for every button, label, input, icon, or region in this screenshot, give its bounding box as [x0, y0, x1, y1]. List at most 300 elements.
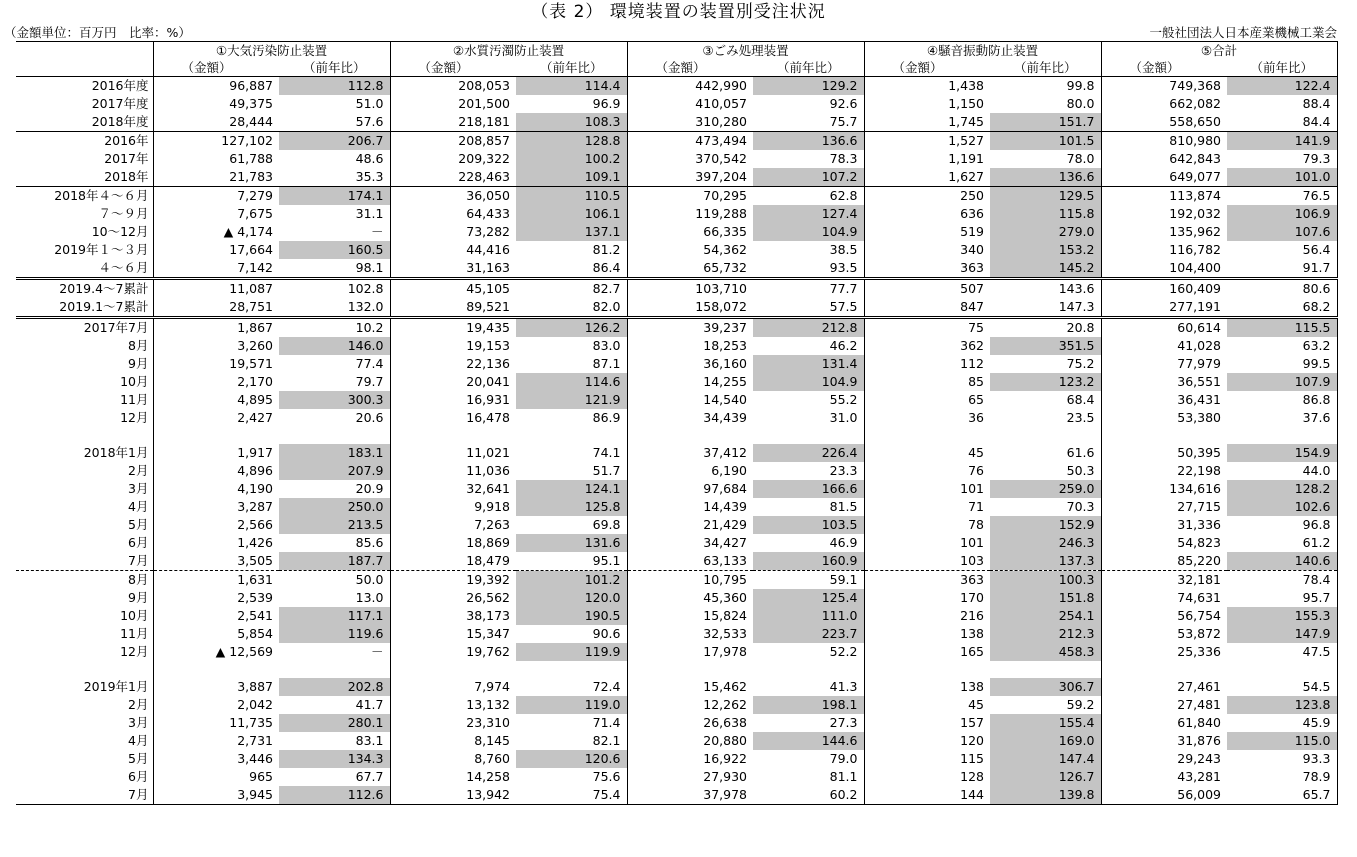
ratio-cell-water: 119.0: [516, 696, 627, 714]
sub-header-amount: （金額）: [864, 59, 990, 77]
ratio-cell-water: 125.8: [516, 498, 627, 516]
table-row: [16, 750, 1337, 768]
spacer-cell: [153, 661, 279, 678]
ratio-cell-air: 83.1: [279, 732, 390, 750]
amount-cell-air: 96,887: [153, 77, 279, 96]
ratio-cell-total: 54.5: [1227, 678, 1337, 696]
amount-cell-air: 2,042: [237, 697, 273, 712]
sub-header-amount: （金額）: [153, 59, 279, 77]
amount-cell-waste: 15,824: [703, 608, 747, 623]
amount-cell-water: 19,392: [390, 571, 516, 590]
amount-cell-noise: 144: [864, 786, 990, 805]
amount-cell-air: 11,087: [153, 279, 279, 299]
table-row: [16, 132, 1337, 151]
spacer-cell: [990, 661, 1101, 678]
ratio-cell-water: 86.9: [516, 409, 627, 427]
spacer-cell: [864, 661, 990, 678]
ratio-cell-noise: 101.5: [990, 132, 1101, 151]
ratio-cell-water: 114.6: [516, 373, 627, 391]
row-label: 2019.1～7累計: [16, 298, 153, 318]
ratio-cell-air: 35.3: [279, 168, 390, 187]
amount-cell-air: ▲ 12,569: [215, 644, 273, 659]
amount-cell-noise: 128: [960, 769, 984, 784]
orders-table: [16, 41, 1338, 805]
table-row: [16, 279, 1337, 299]
amount-cell-air: 2,427: [237, 410, 273, 425]
sub-header-ratio: （前年比）: [279, 59, 390, 77]
ratio-cell-total: 79.3: [1227, 150, 1337, 168]
ratio-cell-air: 10.2: [279, 318, 390, 338]
ratio-cell-noise: 59.2: [990, 696, 1101, 714]
amount-cell-total: 642,843: [1169, 151, 1221, 166]
amount-cell-total: 36,431: [1177, 392, 1221, 407]
header-corner-lower: [16, 59, 153, 77]
row-label: 7月: [16, 552, 153, 571]
ratio-cell-waste: 75.7: [753, 113, 864, 132]
row-label: 6月: [16, 768, 153, 786]
row-label: 5月: [16, 750, 153, 768]
ratio-cell-noise: 147.4: [990, 750, 1101, 768]
ratio-cell-waste: 125.4: [753, 589, 864, 607]
row-label: 3月: [16, 480, 153, 498]
amount-cell-air: 4,895: [237, 392, 273, 407]
amount-cell-waste: 16,922: [703, 751, 747, 766]
amount-cell-water: 8,145: [474, 733, 510, 748]
ratio-cell-waste: 78.3: [753, 150, 864, 168]
ratio-cell-noise: 153.2: [990, 241, 1101, 259]
ratio-cell-total: 123.8: [1227, 696, 1337, 714]
row-label: 12月: [16, 643, 153, 661]
amount-cell-noise: 250: [864, 187, 990, 206]
ratio-cell-waste: 92.6: [753, 95, 864, 113]
ratio-cell-noise: 115.8: [990, 205, 1101, 223]
amount-cell-total: 134,616: [1169, 481, 1221, 496]
ratio-cell-air: 202.8: [279, 678, 390, 696]
ratio-cell-air: 119.6: [279, 625, 390, 643]
amount-cell-air: 7,279: [153, 187, 279, 206]
row-label: 2016年: [16, 132, 153, 151]
amount-cell-waste: 27,930: [703, 769, 747, 784]
ratio-cell-air: 50.0: [279, 571, 390, 590]
ratio-cell-water: 101.2: [516, 571, 627, 590]
amount-cell-noise: 847: [960, 299, 984, 314]
row-label: 6月: [16, 534, 153, 552]
group-header-air: ①大気汚染防止装置: [153, 42, 390, 60]
amount-cell-noise: 36: [968, 410, 984, 425]
ratio-cell-water: 82.7: [516, 279, 627, 299]
table-row: [16, 150, 1337, 168]
organization-name: 一般社団法人日本産業機械工業会: [1149, 25, 1337, 40]
table-row: [16, 223, 1337, 241]
ratio-cell-total: 128.2: [1227, 480, 1337, 498]
ratio-cell-air: 51.0: [279, 95, 390, 113]
table-row: [16, 373, 1337, 391]
amount-cell-air: 3,505: [237, 553, 273, 568]
amount-cell-total: 135,962: [1169, 224, 1221, 239]
amount-cell-noise: 363: [960, 260, 984, 275]
ratio-cell-air: 117.1: [279, 607, 390, 625]
amount-cell-waste: 370,542: [695, 151, 747, 166]
amount-cell-air: 28,444: [229, 114, 273, 129]
table-row: [16, 462, 1337, 480]
amount-cell-total: 27,461: [1177, 679, 1221, 694]
amount-cell-air: 5,854: [237, 626, 273, 641]
ratio-cell-air: 98.1: [279, 259, 390, 279]
ratio-cell-air: 79.7: [279, 373, 390, 391]
ratio-cell-air: 300.3: [279, 391, 390, 409]
spacer-cell: [279, 661, 390, 678]
ratio-cell-total: 107.9: [1227, 373, 1337, 391]
amount-cell-water: 218,181: [458, 114, 510, 129]
amount-cell-air: 1,631: [153, 571, 279, 590]
ratio-cell-noise: 137.3: [990, 552, 1101, 571]
ratio-cell-air: 112.8: [279, 77, 390, 96]
ratio-cell-noise: 254.1: [990, 607, 1101, 625]
row-label: 2016年度: [16, 77, 153, 96]
ratio-cell-air: －: [279, 223, 390, 241]
table-row: [16, 768, 1337, 786]
ratio-cell-waste: 144.6: [753, 732, 864, 750]
row-label: 2017年度: [16, 95, 153, 113]
amount-cell-air: 2,731: [237, 733, 273, 748]
amount-cell-noise: 101: [960, 535, 984, 550]
amount-cell-water: 19,762: [466, 644, 510, 659]
amount-cell-air: 7,675: [237, 206, 273, 221]
row-label: 10～12月: [16, 223, 153, 241]
amount-cell-noise: 1,627: [948, 169, 984, 184]
spacer-cell: [1227, 661, 1337, 678]
amount-cell-waste: 158,072: [695, 299, 747, 314]
ratio-cell-waste: 62.8: [753, 187, 864, 206]
amount-cell-waste: 63,133: [703, 553, 747, 568]
ratio-cell-total: 88.4: [1227, 95, 1337, 113]
ratio-cell-total: 106.9: [1227, 205, 1337, 223]
ratio-cell-waste: 104.9: [753, 223, 864, 241]
ratio-cell-waste: 107.2: [753, 168, 864, 187]
ratio-cell-noise: 147.3: [990, 298, 1101, 318]
ratio-cell-air: 174.1: [279, 187, 390, 206]
table-row: [16, 678, 1337, 696]
ratio-cell-noise: 143.6: [990, 279, 1101, 299]
ratio-cell-noise: 169.0: [990, 732, 1101, 750]
ratio-cell-waste: 46.9: [753, 534, 864, 552]
ratio-cell-water: 109.1: [516, 168, 627, 187]
ratio-cell-air: 280.1: [279, 714, 390, 732]
ratio-cell-air: 206.7: [279, 132, 390, 151]
ratio-cell-water: 72.4: [516, 678, 627, 696]
table-row: [16, 696, 1337, 714]
amount-cell-air: 4,896: [237, 463, 273, 478]
table-row: [16, 95, 1337, 113]
amount-cell-noise: 362: [960, 338, 984, 353]
amount-cell-air: 1,917: [237, 445, 273, 460]
amount-cell-noise: 45: [968, 697, 984, 712]
amount-cell-water: 7,974: [474, 679, 510, 694]
ratio-cell-water: 75.4: [516, 786, 627, 805]
amount-cell-noise: 85: [968, 374, 984, 389]
amount-cell-noise: 65: [968, 392, 984, 407]
ratio-cell-water: 137.1: [516, 223, 627, 241]
ratio-cell-water: 71.4: [516, 714, 627, 732]
row-label: 12月: [16, 409, 153, 427]
ratio-cell-noise: 152.9: [990, 516, 1101, 534]
ratio-cell-noise: 78.0: [990, 150, 1101, 168]
ratio-cell-noise: 20.8: [990, 318, 1101, 338]
ratio-cell-noise: 151.7: [990, 113, 1101, 132]
amount-cell-air: 3,260: [237, 338, 273, 353]
row-label: 2019.4～7累計: [16, 279, 153, 299]
amount-cell-water: 15,347: [466, 626, 510, 641]
amount-cell-noise: 1,438: [864, 77, 990, 96]
amount-cell-water: 36,050: [390, 187, 516, 206]
ratio-cell-total: 101.0: [1227, 168, 1337, 187]
ratio-cell-noise: 279.0: [990, 223, 1101, 241]
amount-cell-air: 4,190: [237, 481, 273, 496]
ratio-cell-waste: 57.5: [753, 298, 864, 318]
amount-cell-waste: 54,362: [703, 242, 747, 257]
row-label: 2018年４～６月: [16, 187, 153, 206]
ratio-cell-noise: 100.3: [990, 571, 1101, 590]
row-label: 11月: [16, 391, 153, 409]
row-label: ７～９月: [16, 205, 153, 223]
amount-cell-air: 19,571: [229, 356, 273, 371]
amount-cell-water: 209,322: [458, 151, 510, 166]
amount-cell-noise: 170: [960, 590, 984, 605]
amount-cell-total: 60,614: [1101, 318, 1227, 338]
ratio-cell-air: 146.0: [279, 337, 390, 355]
amount-cell-water: 38,173: [466, 608, 510, 623]
ratio-cell-water: 96.9: [516, 95, 627, 113]
spacer-cell: [1101, 427, 1227, 444]
ratio-cell-total: 141.9: [1227, 132, 1337, 151]
amount-cell-waste: 65,732: [703, 260, 747, 275]
ratio-cell-total: 45.9: [1227, 714, 1337, 732]
spacer-cell: [16, 427, 153, 444]
amount-cell-noise: 45: [968, 445, 984, 460]
amount-cell-noise: 101: [960, 481, 984, 496]
amount-cell-water: 18,869: [466, 535, 510, 550]
amount-cell-total: 104,400: [1169, 260, 1221, 275]
amount-cell-water: 18,479: [466, 553, 510, 568]
ratio-cell-waste: 60.2: [753, 786, 864, 805]
amount-cell-waste: 97,684: [703, 481, 747, 496]
ratio-cell-total: 61.2: [1227, 534, 1337, 552]
table-row: [16, 113, 1337, 132]
amount-cell-waste: 66,335: [703, 224, 747, 239]
spacer-cell: [864, 427, 990, 444]
table-row: [16, 625, 1337, 643]
ratio-cell-waste: 93.5: [753, 259, 864, 279]
ratio-cell-waste: 52.2: [753, 643, 864, 661]
table-body: [16, 77, 1337, 805]
amount-cell-waste: 17,978: [703, 644, 747, 659]
amount-cell-noise: 1,527: [864, 132, 990, 151]
spacer-cell: [627, 661, 753, 678]
amount-cell-total: 36,551: [1177, 374, 1221, 389]
table-row: [16, 607, 1337, 625]
amount-cell-waste: 310,280: [695, 114, 747, 129]
ratio-cell-waste: 59.1: [753, 571, 864, 590]
ratio-cell-air: 77.4: [279, 355, 390, 373]
ratio-cell-total: 78.4: [1227, 571, 1337, 590]
amount-cell-air: 7,142: [237, 260, 273, 275]
ratio-cell-total: 147.9: [1227, 625, 1337, 643]
amount-cell-noise: 1,191: [948, 151, 984, 166]
ratio-cell-water: 90.6: [516, 625, 627, 643]
amount-cell-waste: 10,795: [627, 571, 753, 590]
spacer-cell: [279, 427, 390, 444]
table-row: [16, 480, 1337, 498]
ratio-cell-waste: 166.6: [753, 480, 864, 498]
ratio-cell-noise: 68.4: [990, 391, 1101, 409]
ratio-cell-total: 65.7: [1227, 786, 1337, 805]
amount-cell-waste: 14,439: [703, 499, 747, 514]
table-row: [16, 391, 1337, 409]
amount-cell-water: 14,258: [466, 769, 510, 784]
ratio-cell-water: 81.2: [516, 241, 627, 259]
amount-cell-total: 113,874: [1101, 187, 1227, 206]
ratio-cell-water: 128.8: [516, 132, 627, 151]
ratio-cell-water: 110.5: [516, 187, 627, 206]
amount-cell-noise: 1,745: [948, 114, 984, 129]
ratio-cell-waste: 127.4: [753, 205, 864, 223]
ratio-cell-total: 115.5: [1227, 318, 1337, 338]
row-label: 10月: [16, 607, 153, 625]
amount-cell-noise: 76: [968, 463, 984, 478]
ratio-cell-total: 115.0: [1227, 732, 1337, 750]
amount-cell-water: 73,282: [466, 224, 510, 239]
table-row: [16, 409, 1337, 427]
amount-cell-waste: 37,412: [703, 445, 747, 460]
amount-cell-waste: 473,494: [627, 132, 753, 151]
row-label: 9月: [16, 589, 153, 607]
ratio-cell-noise: 70.3: [990, 498, 1101, 516]
ratio-cell-total: 99.5: [1227, 355, 1337, 373]
amount-cell-total: 77,979: [1177, 356, 1221, 371]
amount-cell-noise: 157: [960, 715, 984, 730]
ratio-cell-waste: 81.1: [753, 768, 864, 786]
amount-cell-total: 32,181: [1101, 571, 1227, 590]
spacer-cell: [153, 427, 279, 444]
amount-cell-noise: 138: [960, 679, 984, 694]
ratio-cell-waste: 81.5: [753, 498, 864, 516]
amount-cell-total: 558,650: [1169, 114, 1221, 129]
amount-cell-noise: 138: [960, 626, 984, 641]
amount-cell-total: 85,220: [1177, 553, 1221, 568]
amount-cell-total: 56,754: [1177, 608, 1221, 623]
table-row: [16, 168, 1337, 187]
ratio-cell-waste: 79.0: [753, 750, 864, 768]
ratio-cell-water: 190.5: [516, 607, 627, 625]
amount-cell-total: 53,380: [1177, 410, 1221, 425]
header-corner: [16, 42, 153, 60]
ratio-cell-waste: 136.6: [753, 132, 864, 151]
ratio-cell-total: 155.3: [1227, 607, 1337, 625]
amount-cell-air: 2,566: [237, 517, 273, 532]
amount-cell-total: 27,715: [1177, 499, 1221, 514]
amount-cell-waste: 39,237: [627, 318, 753, 338]
amount-cell-air: 2,170: [237, 374, 273, 389]
ratio-cell-noise: 50.3: [990, 462, 1101, 480]
amount-cell-waste: 34,427: [703, 535, 747, 550]
row-label: 5月: [16, 516, 153, 534]
ratio-cell-noise: 99.8: [990, 77, 1101, 96]
amount-cell-noise: 165: [960, 644, 984, 659]
amount-cell-waste: 18,253: [703, 338, 747, 353]
ratio-cell-total: 86.8: [1227, 391, 1337, 409]
table-row: [16, 714, 1337, 732]
amount-cell-water: 32,641: [466, 481, 510, 496]
table-row: [16, 534, 1337, 552]
amount-cell-waste: 14,540: [703, 392, 747, 407]
row-label: ４～６月: [16, 259, 153, 279]
amount-cell-total: 277,191: [1169, 299, 1221, 314]
amount-cell-noise: 519: [960, 224, 984, 239]
amount-cell-water: 16,478: [466, 410, 510, 425]
ratio-cell-waste: 212.8: [753, 318, 864, 338]
ratio-cell-waste: 103.5: [753, 516, 864, 534]
ratio-cell-water: 82.1: [516, 732, 627, 750]
ratio-cell-total: 140.6: [1227, 552, 1337, 571]
group-header-row: [16, 42, 1337, 60]
spacer-cell: [390, 427, 516, 444]
ratio-cell-noise: 75.2: [990, 355, 1101, 373]
amount-cell-air: 1,426: [237, 535, 273, 550]
row-label: 8月: [16, 571, 153, 590]
amount-cell-waste: 45,360: [703, 590, 747, 605]
ratio-cell-noise: 246.3: [990, 534, 1101, 552]
amount-cell-air: 21,783: [229, 169, 273, 184]
ratio-cell-noise: 212.3: [990, 625, 1101, 643]
ratio-cell-waste: 46.2: [753, 337, 864, 355]
amount-cell-water: 13,132: [466, 697, 510, 712]
ratio-cell-waste: 23.3: [753, 462, 864, 480]
ratio-cell-noise: 306.7: [990, 678, 1101, 696]
ratio-cell-waste: 226.4: [753, 444, 864, 462]
spacer-cell: [753, 427, 864, 444]
ratio-cell-air: 85.6: [279, 534, 390, 552]
amount-cell-waste: 6,190: [711, 463, 747, 478]
row-label: 10月: [16, 373, 153, 391]
amount-cell-air: 127,102: [153, 132, 279, 151]
amount-cell-water: 7,263: [474, 517, 510, 532]
spacer-row: [16, 661, 1337, 678]
ratio-cell-noise: 23.5: [990, 409, 1101, 427]
group-header-water: ②水質汚濁防止装置: [390, 42, 627, 60]
amount-cell-noise: 75: [864, 318, 990, 338]
amount-cell-waste: 34,439: [703, 410, 747, 425]
amount-cell-waste: 20,880: [703, 733, 747, 748]
spacer-cell: [516, 661, 627, 678]
ratio-cell-air: －: [279, 643, 390, 661]
amount-cell-air: 3,287: [237, 499, 273, 514]
ratio-cell-water: 106.1: [516, 205, 627, 223]
amount-cell-waste: 103,710: [627, 279, 753, 299]
ratio-cell-water: 131.6: [516, 534, 627, 552]
sub-header-ratio: （前年比）: [753, 59, 864, 77]
ratio-cell-water: 108.3: [516, 113, 627, 132]
amount-cell-waste: 32,533: [703, 626, 747, 641]
ratio-cell-waste: 41.3: [753, 678, 864, 696]
spacer-cell: [516, 427, 627, 444]
amount-cell-total: 41,028: [1177, 338, 1221, 353]
amount-cell-waste: 36,160: [703, 356, 747, 371]
ratio-cell-total: 96.8: [1227, 516, 1337, 534]
ratio-cell-water: 74.1: [516, 444, 627, 462]
ratio-cell-air: 250.0: [279, 498, 390, 516]
ratio-cell-total: 47.5: [1227, 643, 1337, 661]
ratio-cell-waste: 160.9: [753, 552, 864, 571]
